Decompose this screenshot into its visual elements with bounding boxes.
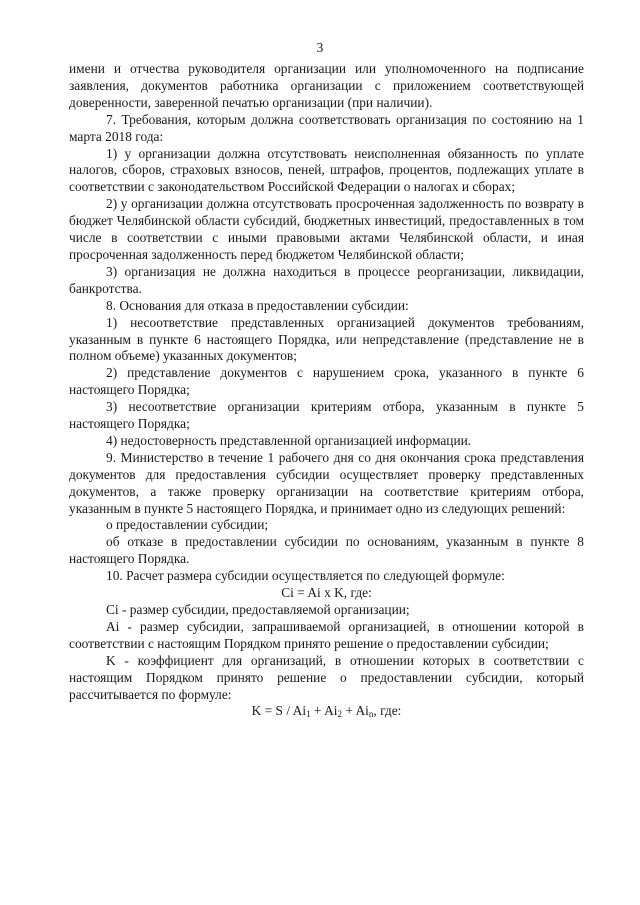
- definition-k: K - коэффициент для организаций, в отношении которых в соответствии с настоящим Порядком принято решение о предоставлении субсидии, который рассчитывается по формуле:: [69, 652, 584, 702]
- paragraph-8-refusal-grounds: 8. Основания для отказа в предоставлении субсидии:: [106, 297, 409, 313]
- formula-subscript-2: 2: [337, 709, 342, 720]
- formula-subscript-n: n: [368, 709, 374, 720]
- formula-subsidy-size: Ci = Ai x K, где:: [281, 585, 372, 601]
- paragraph-9-ministry-check: 9. Министерство в течение 1 рабочего дня со дня окончания срока представления документов для предоставления субсидии осуществляет проверку представленных документов, а также проверку организации на соответствие критериям отбора, указанным в пункте 5 настоящего Порядка, и принимает одно из следующих решений:: [69, 449, 584, 516]
- definition-ci: Ci - размер субсидии, предоставляемой организации;: [106, 602, 410, 617]
- formula-coefficient-term-n: + Ai: [341, 703, 369, 719]
- formula-coefficient-prefix: K = S / Ai: [251, 703, 307, 719]
- document-body: [69, 61, 584, 720]
- paragraph-8-item-3: 3) несоответствие организации критериям отбора, указанным в пункте 5 настоящего Порядка;: [69, 399, 584, 432]
- paragraph-continuation: имени и отчества руководителя организации или уполномоченного на подписание заявления, документов работника организации с приложением соответствующей доверенности, заверенной печатью организации (при наличии).: [69, 61, 584, 110]
- paragraph-8-item-4: 4) недостоверность представленной организацией информации.: [106, 432, 472, 448]
- paragraph-10-calculation: 10. Расчет размера субсидии осуществляется по следующей формуле:: [106, 568, 505, 584]
- paragraph-9-decision-refusal: об отказе в предоставлении субсидии по основаниям, указанным в пункте 8 настоящего Порядка.: [69, 534, 584, 567]
- formula-coefficient-suffix: , где:: [373, 703, 402, 719]
- paragraph-8-item-1: 1) несоответствие представленных организацией документов требованиям, указанным в пункте 6 настоящего Порядка, или непредставление (представление не в полном объеме) указанных документов;: [69, 314, 584, 364]
- paragraph-7-item-2: 2) у организации должна отсутствовать просроченная задолженность по возврату в бюджет Челябинской области субсидий, бюджетных инвестиций, предоставленных в том числе в соответствии с иными правовыми актами Челябинской области, и иная просроченная задолженность перед бюджетом Челябинской области;: [69, 196, 584, 262]
- definition-ai: Ai - размер субсидии, запрашиваемой организацией, в отношении которой в соответствии с настоящим Порядком принято решение о предоставлении субсидии;: [69, 618, 584, 651]
- paragraph-7-item-1: 1) у организации должна отсутствовать неисполненная обязанность по уплате налогов, сборов, страховых взносов, пеней, штрафов, процентов, подлежащих уплате в соответствии с законодательством Российской Федерации о налогах и сборах;: [69, 145, 584, 195]
- paragraph-8-item-2: 2) представление документов с нарушением срока, указанного в пункте 6 настоящего Порядка;: [69, 365, 584, 398]
- formula-coefficient: [69, 703, 584, 720]
- paragraph-7-item-3: 3) организация не должна находиться в процессе реорганизации, ликвидации, банкротства.: [69, 263, 584, 296]
- formula-coefficient-term-2: + Ai: [310, 703, 338, 719]
- paragraph-7-requirements: 7. Требования, которым должна соответствовать организация по состоянию на 1 марта 2018 года:: [69, 111, 584, 144]
- formula-subscript-1: 1: [306, 709, 311, 720]
- page-number: 3: [316, 40, 324, 55]
- paragraph-9-decision-grant: о предоставлении субсидии;: [106, 517, 269, 533]
